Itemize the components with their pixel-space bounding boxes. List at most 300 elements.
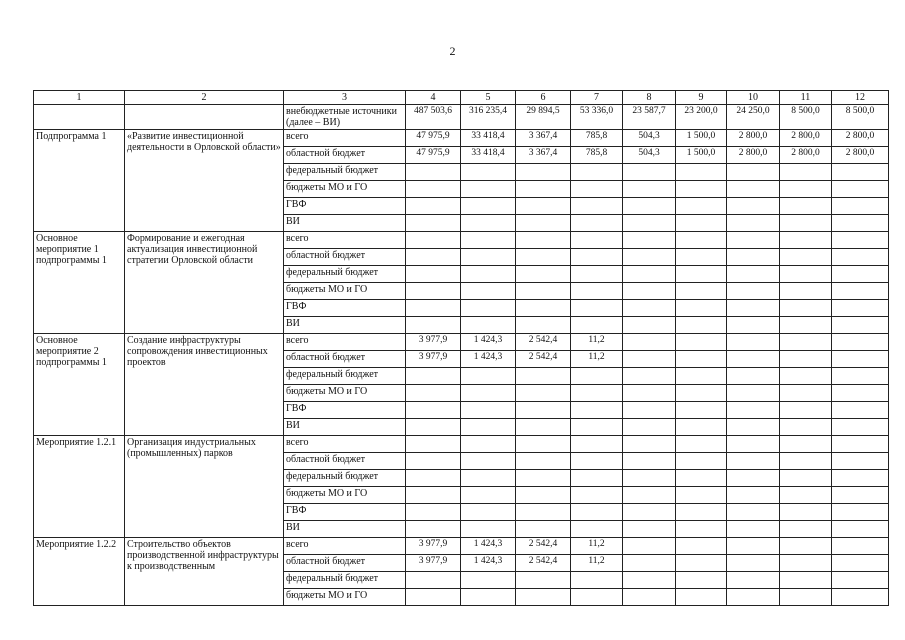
value-cell [727, 402, 780, 419]
value-cell [676, 487, 727, 504]
value-cell [461, 215, 516, 232]
value-cell [516, 283, 571, 300]
value-cell [516, 266, 571, 283]
value-cell [676, 300, 727, 317]
funding-source-cell: ВИ [284, 317, 406, 334]
value-cell: 3 977,9 [406, 555, 461, 572]
value-cell [623, 402, 676, 419]
value-cell [516, 232, 571, 249]
value-cell [676, 232, 727, 249]
value-cell: 47 975,9 [406, 130, 461, 147]
value-cell [832, 572, 889, 589]
funding-source-cell: внебюджетные источники (далее – ВИ) [284, 105, 406, 130]
value-cell [727, 351, 780, 368]
value-cell [623, 385, 676, 402]
value-cell [727, 572, 780, 589]
value-cell: 1 424,3 [461, 351, 516, 368]
value-cell [406, 470, 461, 487]
column-header: 6 [516, 91, 571, 105]
value-cell [406, 283, 461, 300]
value-cell [516, 589, 571, 606]
value-cell [516, 402, 571, 419]
funding-source-cell: бюджеты МО и ГО [284, 181, 406, 198]
value-cell [571, 266, 623, 283]
value-cell [676, 198, 727, 215]
value-cell [571, 317, 623, 334]
value-cell [406, 487, 461, 504]
value-cell [727, 266, 780, 283]
value-cell: 33 418,4 [461, 147, 516, 164]
value-cell [623, 351, 676, 368]
value-cell [571, 181, 623, 198]
program-name-cell: Мероприятие 1.2.1 [34, 436, 125, 538]
value-cell [571, 215, 623, 232]
page-number: 2 [449, 44, 456, 58]
value-cell [516, 487, 571, 504]
value-cell [461, 300, 516, 317]
value-cell [516, 249, 571, 266]
value-cell [623, 249, 676, 266]
value-cell [571, 589, 623, 606]
value-cell [571, 453, 623, 470]
funding-source-cell: ГВФ [284, 198, 406, 215]
value-cell [406, 232, 461, 249]
funding-source-cell: ВИ [284, 521, 406, 538]
value-cell [406, 589, 461, 606]
funding-source-cell: всего [284, 334, 406, 351]
value-cell [623, 470, 676, 487]
funding-source-cell: бюджеты МО и ГО [284, 589, 406, 606]
funding-source-cell: всего [284, 436, 406, 453]
value-cell: 11,2 [571, 538, 623, 555]
budget-table [33, 90, 889, 606]
value-cell: 3 977,9 [406, 334, 461, 351]
value-cell [406, 368, 461, 385]
value-cell: 23 200,0 [676, 105, 727, 130]
value-cell [832, 385, 889, 402]
funding-source-cell: федеральный бюджет [284, 266, 406, 283]
value-cell [676, 283, 727, 300]
value-cell [571, 470, 623, 487]
value-cell [571, 504, 623, 521]
value-cell [571, 164, 623, 181]
program-title-cell: «Развитие инвестиционной деятельности в Орловской области» [125, 130, 284, 232]
value-cell [832, 249, 889, 266]
value-cell: 11,2 [571, 334, 623, 351]
value-cell [780, 351, 832, 368]
funding-source-cell: всего [284, 130, 406, 147]
value-cell: 1 424,3 [461, 555, 516, 572]
value-cell [676, 164, 727, 181]
value-cell [832, 232, 889, 249]
funding-source-cell: всего [284, 538, 406, 555]
program-name-cell: Основное мероприятие 1 подпрограммы 1 [34, 232, 125, 334]
value-cell [461, 453, 516, 470]
value-cell [406, 385, 461, 402]
value-cell: 504,3 [623, 147, 676, 164]
value-cell [780, 249, 832, 266]
value-cell [406, 266, 461, 283]
value-cell [832, 334, 889, 351]
value-cell [461, 266, 516, 283]
value-cell: 53 336,0 [571, 105, 623, 130]
value-cell [571, 572, 623, 589]
value-cell [461, 317, 516, 334]
value-cell [461, 385, 516, 402]
funding-source-cell: областной бюджет [284, 249, 406, 266]
value-cell [727, 385, 780, 402]
value-cell: 316 235,4 [461, 105, 516, 130]
table-row [34, 334, 889, 351]
value-cell [461, 572, 516, 589]
value-cell [727, 215, 780, 232]
value-cell [676, 470, 727, 487]
column-header: 5 [461, 91, 516, 105]
value-cell [780, 504, 832, 521]
value-cell [406, 317, 461, 334]
value-cell [623, 283, 676, 300]
value-cell [676, 385, 727, 402]
value-cell [623, 504, 676, 521]
value-cell [571, 232, 623, 249]
value-cell [571, 487, 623, 504]
value-cell [780, 181, 832, 198]
value-cell [676, 351, 727, 368]
value-cell [676, 521, 727, 538]
value-cell [780, 232, 832, 249]
value-cell [516, 215, 571, 232]
value-cell [676, 538, 727, 555]
value-cell: 3 367,4 [516, 147, 571, 164]
value-cell [623, 589, 676, 606]
value-cell [832, 487, 889, 504]
value-cell [623, 266, 676, 283]
value-cell [727, 453, 780, 470]
value-cell [461, 470, 516, 487]
value-cell: 2 542,4 [516, 538, 571, 555]
value-cell: 2 800,0 [727, 147, 780, 164]
value-cell [571, 521, 623, 538]
value-cell [780, 538, 832, 555]
value-cell: 8 500,0 [832, 105, 889, 130]
column-header: 11 [780, 91, 832, 105]
value-cell [727, 470, 780, 487]
value-cell [780, 164, 832, 181]
value-cell [571, 198, 623, 215]
column-header: 9 [676, 91, 727, 105]
value-cell [406, 504, 461, 521]
value-cell: 11,2 [571, 351, 623, 368]
program-name-cell [34, 105, 125, 130]
value-cell [832, 589, 889, 606]
value-cell [780, 555, 832, 572]
funding-source-cell: областной бюджет [284, 351, 406, 368]
value-cell [780, 266, 832, 283]
program-title-cell: Организация индустриальных (промышленных) парков [125, 436, 284, 538]
value-cell [516, 317, 571, 334]
value-cell: 1 424,3 [461, 334, 516, 351]
program-name-cell: Подпрограмма 1 [34, 130, 125, 232]
value-cell: 2 800,0 [780, 147, 832, 164]
funding-source-cell: федеральный бюджет [284, 164, 406, 181]
value-cell [461, 283, 516, 300]
value-cell [780, 589, 832, 606]
value-cell [623, 300, 676, 317]
value-cell [406, 572, 461, 589]
value-cell [832, 419, 889, 436]
value-cell [623, 436, 676, 453]
value-cell [832, 538, 889, 555]
value-cell [676, 215, 727, 232]
value-cell [571, 385, 623, 402]
value-cell [727, 164, 780, 181]
funding-source-cell: ГВФ [284, 402, 406, 419]
value-cell [623, 419, 676, 436]
value-cell [623, 538, 676, 555]
value-cell [406, 436, 461, 453]
header-row [34, 91, 889, 105]
value-cell [832, 351, 889, 368]
value-cell [571, 283, 623, 300]
value-cell [832, 283, 889, 300]
value-cell: 3 977,9 [406, 538, 461, 555]
program-title-cell: Строительство объектов производственной инфраструктуры к производственным [125, 538, 284, 606]
value-cell [516, 453, 571, 470]
value-cell [571, 249, 623, 266]
value-cell [406, 300, 461, 317]
value-cell: 1 500,0 [676, 147, 727, 164]
value-cell [832, 504, 889, 521]
value-cell [780, 283, 832, 300]
value-cell [727, 487, 780, 504]
value-cell [780, 487, 832, 504]
value-cell [727, 589, 780, 606]
value-cell [780, 334, 832, 351]
value-cell [727, 436, 780, 453]
value-cell [516, 436, 571, 453]
table-row [34, 105, 889, 130]
value-cell [832, 470, 889, 487]
value-cell [406, 198, 461, 215]
value-cell: 33 418,4 [461, 130, 516, 147]
value-cell: 1 500,0 [676, 130, 727, 147]
value-cell [676, 436, 727, 453]
column-header: 4 [406, 91, 461, 105]
value-cell [623, 198, 676, 215]
value-cell [516, 368, 571, 385]
value-cell [727, 232, 780, 249]
column-header: 7 [571, 91, 623, 105]
value-cell [780, 470, 832, 487]
value-cell [461, 368, 516, 385]
value-cell [623, 232, 676, 249]
value-cell [780, 215, 832, 232]
value-cell [780, 419, 832, 436]
value-cell [676, 555, 727, 572]
funding-source-cell: всего [284, 232, 406, 249]
value-cell [780, 368, 832, 385]
program-title-cell [125, 105, 284, 130]
value-cell [780, 436, 832, 453]
value-cell [832, 215, 889, 232]
value-cell [832, 453, 889, 470]
value-cell [516, 385, 571, 402]
value-cell [623, 164, 676, 181]
value-cell [571, 419, 623, 436]
value-cell [727, 334, 780, 351]
value-cell [516, 300, 571, 317]
value-cell [406, 249, 461, 266]
value-cell: 29 894,5 [516, 105, 571, 130]
value-cell [623, 181, 676, 198]
value-cell: 2 542,4 [516, 334, 571, 351]
value-cell [676, 419, 727, 436]
value-cell [676, 181, 727, 198]
value-cell [461, 232, 516, 249]
value-cell [676, 334, 727, 351]
value-cell [461, 521, 516, 538]
value-cell [676, 572, 727, 589]
value-cell: 1 424,3 [461, 538, 516, 555]
value-cell [676, 317, 727, 334]
value-cell [780, 198, 832, 215]
value-cell [780, 402, 832, 419]
value-cell [727, 283, 780, 300]
value-cell [832, 266, 889, 283]
value-cell [516, 419, 571, 436]
value-cell [676, 504, 727, 521]
value-cell: 47 975,9 [406, 147, 461, 164]
value-cell [623, 368, 676, 385]
value-cell [676, 589, 727, 606]
funding-source-cell: бюджеты МО и ГО [284, 283, 406, 300]
value-cell: 487 503,6 [406, 105, 461, 130]
value-cell: 3 977,9 [406, 351, 461, 368]
value-cell [780, 521, 832, 538]
value-cell [516, 470, 571, 487]
column-header: 3 [284, 91, 406, 105]
value-cell: 2 542,4 [516, 555, 571, 572]
value-cell [406, 215, 461, 232]
value-cell [623, 334, 676, 351]
value-cell [832, 198, 889, 215]
value-cell [832, 368, 889, 385]
value-cell [461, 164, 516, 181]
value-cell [676, 266, 727, 283]
program-name-cell: Мероприятие 1.2.2 [34, 538, 125, 606]
value-cell: 2 542,4 [516, 351, 571, 368]
column-header: 10 [727, 91, 780, 105]
column-header: 1 [34, 91, 125, 105]
value-cell [461, 589, 516, 606]
funding-source-cell: федеральный бюджет [284, 368, 406, 385]
funding-source-cell: бюджеты МО и ГО [284, 385, 406, 402]
value-cell [832, 317, 889, 334]
value-cell [623, 453, 676, 470]
table-row [34, 436, 889, 453]
value-cell [461, 198, 516, 215]
value-cell: 3 367,4 [516, 130, 571, 147]
program-title-cell: Формирование и ежегодная актуализация инвестиционной стратегии Орловской области [125, 232, 284, 334]
value-cell: 504,3 [623, 130, 676, 147]
table-body [34, 91, 889, 606]
value-cell [516, 198, 571, 215]
value-cell [676, 402, 727, 419]
value-cell [461, 402, 516, 419]
value-cell [461, 249, 516, 266]
value-cell [461, 487, 516, 504]
value-cell [832, 521, 889, 538]
value-cell [623, 215, 676, 232]
value-cell [727, 504, 780, 521]
funding-source-cell: областной бюджет [284, 147, 406, 164]
value-cell [727, 181, 780, 198]
value-cell: 11,2 [571, 555, 623, 572]
funding-source-cell: областной бюджет [284, 555, 406, 572]
value-cell [516, 164, 571, 181]
value-cell [406, 453, 461, 470]
value-cell: 785,8 [571, 130, 623, 147]
value-cell: 785,8 [571, 147, 623, 164]
value-cell [727, 419, 780, 436]
value-cell [676, 368, 727, 385]
value-cell: 2 800,0 [832, 130, 889, 147]
value-cell [832, 300, 889, 317]
value-cell [406, 521, 461, 538]
funding-source-cell: бюджеты МО и ГО [284, 487, 406, 504]
value-cell [571, 436, 623, 453]
program-name-cell: Основное мероприятие 2 подпрограммы 1 [34, 334, 125, 436]
value-cell [406, 181, 461, 198]
value-cell [571, 368, 623, 385]
value-cell [406, 164, 461, 181]
value-cell [832, 402, 889, 419]
value-cell [727, 521, 780, 538]
funding-source-cell: федеральный бюджет [284, 470, 406, 487]
value-cell [780, 317, 832, 334]
value-cell [727, 538, 780, 555]
value-cell [461, 504, 516, 521]
value-cell [406, 419, 461, 436]
value-cell [780, 385, 832, 402]
value-cell [623, 572, 676, 589]
value-cell: 2 800,0 [727, 130, 780, 147]
value-cell [461, 181, 516, 198]
value-cell [571, 402, 623, 419]
value-cell [676, 249, 727, 266]
value-cell [516, 572, 571, 589]
value-cell [727, 300, 780, 317]
value-cell [461, 436, 516, 453]
value-cell [461, 419, 516, 436]
funding-source-cell: ВИ [284, 215, 406, 232]
value-cell [623, 317, 676, 334]
value-cell [780, 453, 832, 470]
column-header: 8 [623, 91, 676, 105]
value-cell [727, 317, 780, 334]
value-cell [727, 555, 780, 572]
value-cell: 2 800,0 [832, 147, 889, 164]
value-cell: 24 250,0 [727, 105, 780, 130]
value-cell [516, 504, 571, 521]
value-cell [832, 164, 889, 181]
value-cell: 2 800,0 [780, 130, 832, 147]
value-cell [727, 249, 780, 266]
value-cell [727, 368, 780, 385]
table-row [34, 538, 889, 555]
value-cell [516, 521, 571, 538]
value-cell [623, 521, 676, 538]
